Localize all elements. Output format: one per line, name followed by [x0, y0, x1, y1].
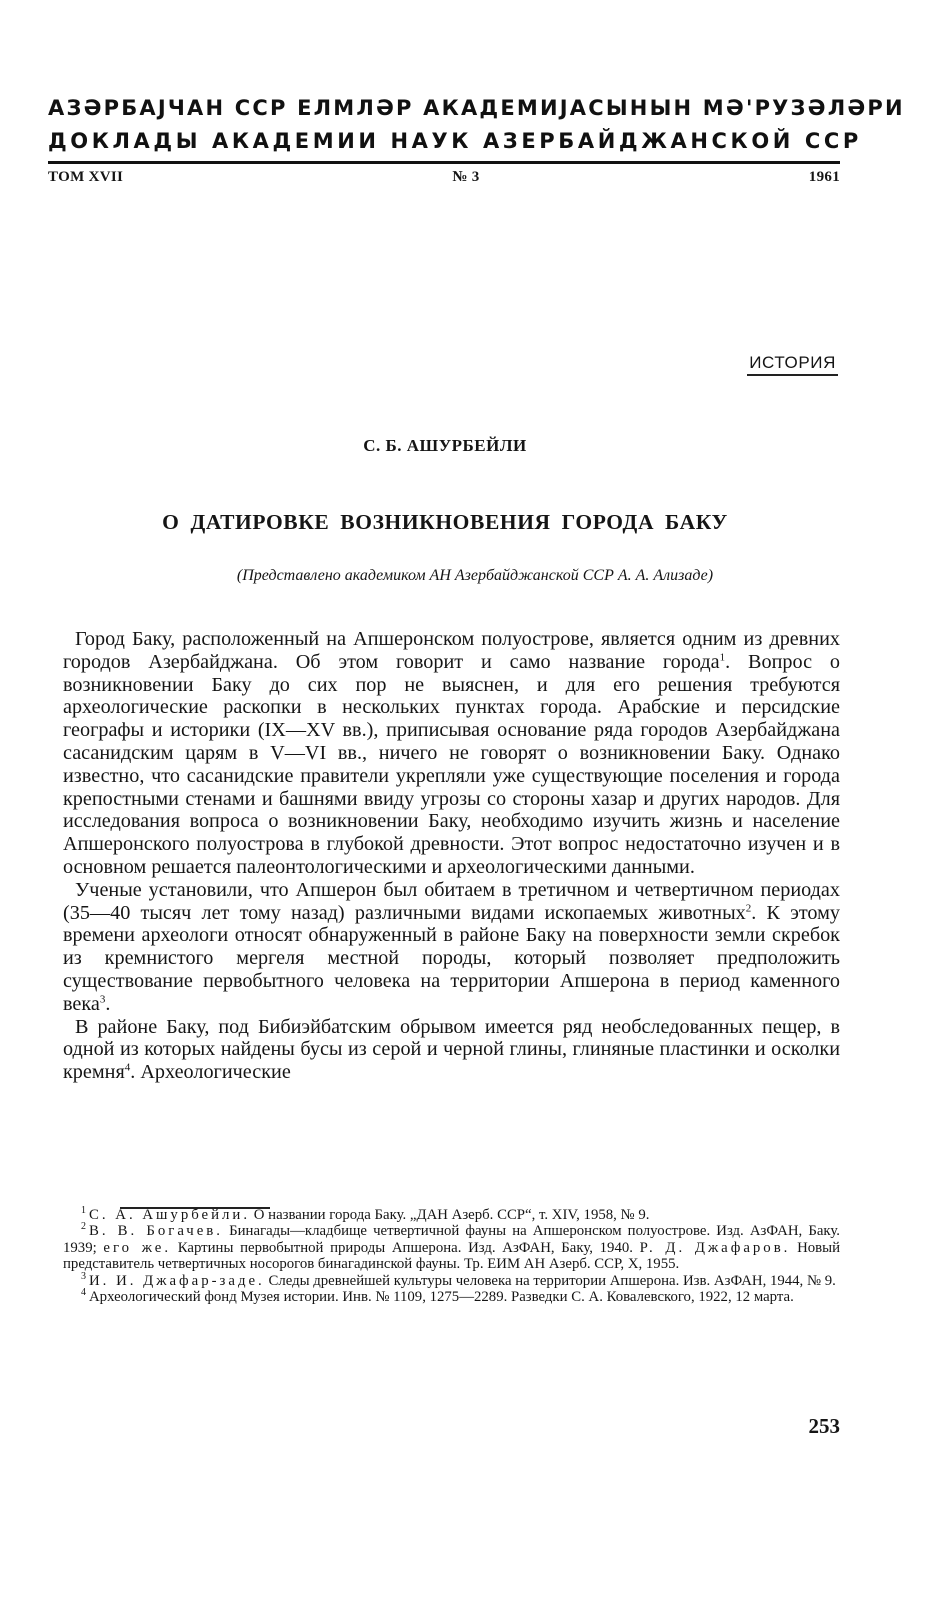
article-author: С. Б. АШУРБЕЙЛИ [363, 436, 527, 455]
issue-number: № 3 [452, 169, 480, 185]
footnote: $^2$ В. В. Богачев. Бинагады—кладбище четвертичной фауны на Апшеронском полуострове. Изд. АзФАН, Баку. 1939; его же. Картины первобытной природы Апшерона. Изд. АзФАН, Баку, 1940. Р. Д. Джафаров. Новый представитель четвертичных носорогов бинагадинской фауны. Тр. ЕИМ АН Азерб. ССР, X, 1955. [63, 1221, 841, 1273]
footnote-ref[interactable]: 1 [719, 651, 726, 664]
footnote: $^1$ С. А. Ашурбейли. О названии города Баку. „ДАН Азерб. ССР“, т. XIV, 1958, № 9. [81, 1205, 650, 1223]
article-body [63, 628, 840, 1084]
footnote-ref[interactable]: 4 [124, 1061, 131, 1074]
article-title: О ДАТИРОВКЕ ВОЗНИКНОВЕНИЯ ГОРОДА БАКУ [162, 510, 728, 534]
issue-info [48, 169, 840, 186]
journal-title-azerbaijani: АЗӘРБАЈЧАН ССР ЕЛМЛӘР АКАДЕМИЈАСЫНЫН МӘ'РУЗӘЛӘРИ [48, 96, 905, 120]
footnote-ref[interactable]: 2 [745, 901, 752, 914]
paragraph: В районе Баку, под Бибиэйбатским обрывом имеется ряд необследованных пещер, в одной из которых найдены бусы из серой и черной глины, глиняные пластинки и осколки кремня$^4$. Археологические [63, 1015, 840, 1084]
journal-title-russian: ДОКЛАДЫ АКАДЕМИИ НАУК АЗЕРБАЙДЖАНСКОЙ ССР [48, 129, 862, 153]
footnotes [63, 1207, 840, 1305]
masthead-rule [48, 161, 840, 164]
paragraph: Город Баку, расположенный на Апшеронском полуострове, является одним из древних городов Азербайджана. Об этом говорит и само название города$^1$. Вопрос о возникновении Баку до сих пор не выяснен, и для его решения требуются археологические раскопки в нескольких пунктах города. Арабские и персидские географы и историки (IX—XV вв.), приписывая основание ряда городов Азербайджана сасанидским царям в V—VI вв., ничего не говорят о возникновении Баку. Однако известно, что сасанидские правители укрепляли уже существующие поселения и города крепостными стенами и башнями ввиду угрозы со стороны хазар и других народов. Для исследования вопроса о возникновении Баку, необходимо изучить жизнь и население Апшеронского полуострова в глубокой древности. Этот вопрос недостаточно изучен и в основном решается палеонтологическими и археологическими данными. [63, 628, 841, 878]
section-rubric: ИСТОРИЯ [747, 353, 838, 376]
presented-by: (Представлено академиком АН Азербайджанской ССР А. А. Ализаде) [236, 567, 714, 584]
volume: ТОМ XVII [48, 169, 124, 185]
journal-masthead [48, 92, 905, 186]
paragraph: Ученые установили, что Апшерон был обитаем в третичном и четвертичном периодах (35—40 тысяч лет тому назад) различными видами ископаемых животных$^2$. К этому времени археологи относят обнаруженный в районе Баку на поверхности земли скребок из кремнистого мергеля местной породы, который позволяет предположить существование первобытного человека на территории Апшерона в период каменного века$^3$. [63, 878, 841, 1015]
page-number: 253 [808, 1414, 840, 1438]
footnote: $^3$ И. И. Джафар-заде. Следы древнейшей культуры человека на территории Апшерона. Изв. АзФАН, 1944, № 9. [81, 1270, 836, 1289]
footnote: $^4$ Археологический фонд Музея истории. Инв. № 1109, 1275—2289. Разведки С. А. Ковалевского, 1922, 12 марта. [81, 1287, 794, 1306]
year: 1961 [808, 169, 840, 185]
footnote-ref[interactable]: 3 [99, 993, 106, 1006]
